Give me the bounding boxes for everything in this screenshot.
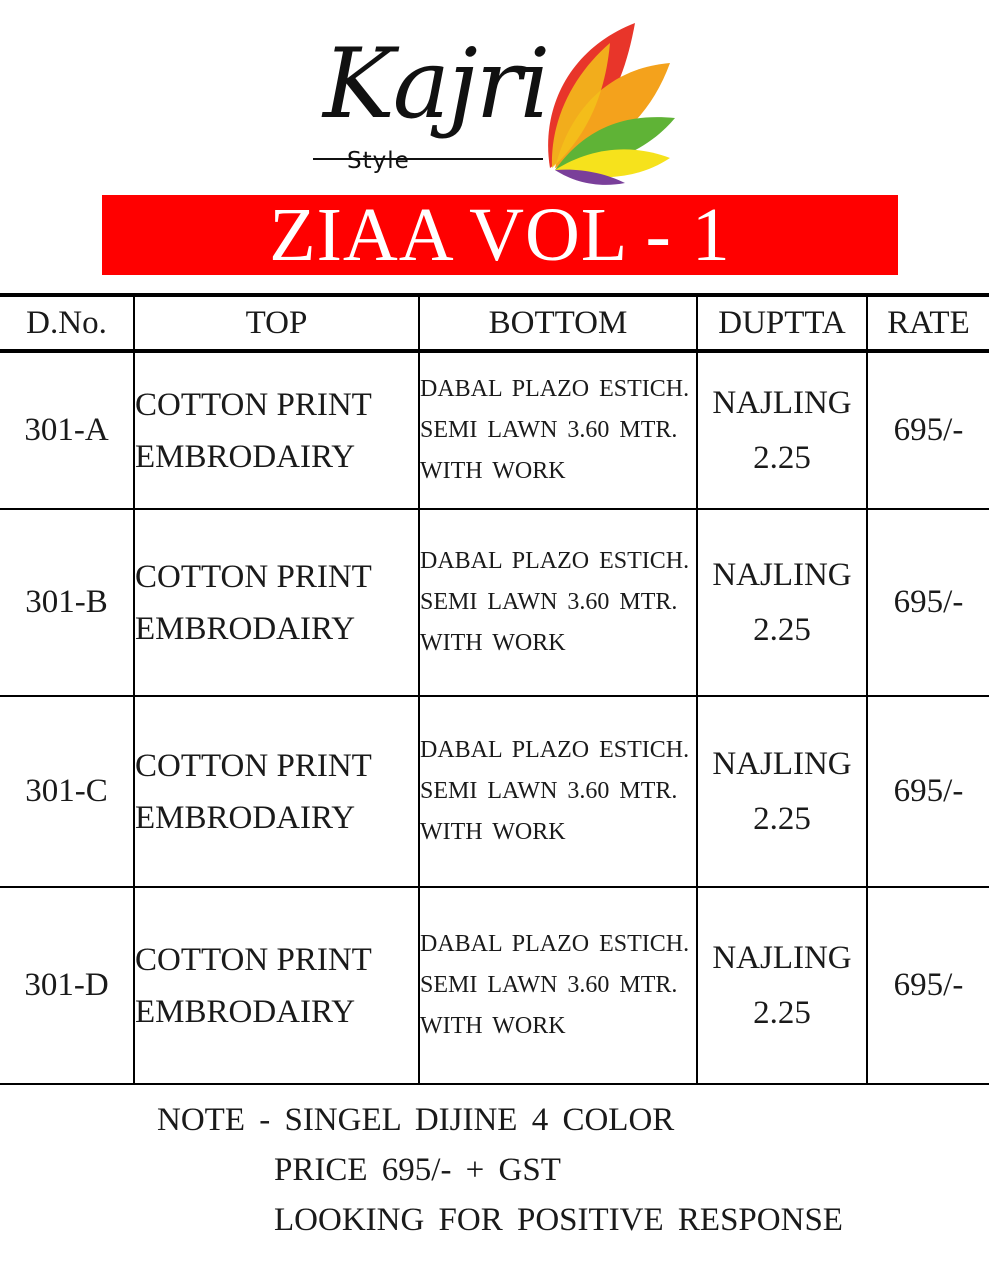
top-line: EMBRODAIRY [135, 799, 356, 836]
table-row [0, 696, 989, 887]
rate-table [0, 293, 989, 1085]
top-description [134, 887, 419, 1084]
bottom-line: DABAL PLAZO ESTICH. [420, 931, 690, 957]
rate-value: 695/- [867, 509, 989, 696]
title-banner: ZIAA VOL - 1 [102, 195, 898, 275]
top-description [134, 509, 419, 696]
bottom-line: DABAL PLAZO ESTICH. [420, 737, 690, 763]
bottom-description [419, 351, 697, 509]
bottom-line: WITH WORK [420, 1013, 566, 1039]
top-description [134, 696, 419, 887]
top-description [134, 351, 419, 509]
header-rate: RATE [867, 295, 989, 351]
duptta-line: NAJLING [712, 556, 852, 593]
leaf-petals-icon [530, 18, 675, 188]
header-duptta: DUPTTA [697, 295, 867, 351]
top-line: EMBRODAIRY [135, 438, 356, 475]
top-line: COTTON PRINT [135, 558, 372, 595]
table-row [0, 351, 989, 509]
bottom-line: WITH WORK [420, 819, 566, 845]
design-number: 301-A [0, 351, 134, 509]
table-header-row [0, 295, 989, 351]
duptta-line: 2.25 [753, 800, 811, 837]
top-line: EMBRODAIRY [135, 610, 356, 647]
duptta-description [697, 887, 867, 1084]
duptta-description [697, 509, 867, 696]
rate-value: 695/- [867, 887, 989, 1084]
brand-logo [295, 18, 675, 188]
top-line: EMBRODAIRY [135, 993, 356, 1030]
table-row [0, 887, 989, 1084]
design-number: 301-D [0, 887, 134, 1084]
top-line: COTTON PRINT [135, 941, 372, 978]
rate-value: 695/- [867, 696, 989, 887]
duptta-line: NAJLING [712, 384, 852, 421]
duptta-line: NAJLING [712, 745, 852, 782]
rate-value: 695/- [867, 351, 989, 509]
header-bottom: BOTTOM [419, 295, 697, 351]
bottom-line: WITH WORK [420, 630, 566, 656]
notes-block [157, 1095, 843, 1245]
duptta-line: NAJLING [712, 939, 852, 976]
bottom-description [419, 509, 697, 696]
duptta-line: 2.25 [753, 611, 811, 648]
design-number: 301-B [0, 509, 134, 696]
header-dno: D.No. [0, 295, 134, 351]
note-line: PRICE 695/- + GST [274, 1152, 561, 1188]
top-line: COTTON PRINT [135, 747, 372, 784]
top-line: COTTON PRINT [135, 386, 372, 423]
brand-tagline: Style [347, 148, 410, 174]
duptta-description [697, 351, 867, 509]
bottom-line: SEMI LAWN 3.60 MTR. [420, 778, 678, 804]
duptta-line: 2.25 [753, 994, 811, 1031]
header-top: TOP [134, 295, 419, 351]
brand-name: Kajri [323, 28, 549, 140]
note-line: LOOKING FOR POSITIVE RESPONSE [274, 1202, 843, 1238]
bottom-description [419, 887, 697, 1084]
bottom-description [419, 696, 697, 887]
table-row [0, 509, 989, 696]
duptta-description [697, 696, 867, 887]
note-line: NOTE - SINGEL DIJINE 4 COLOR [157, 1102, 675, 1138]
bottom-line: SEMI LAWN 3.60 MTR. [420, 972, 678, 998]
bottom-line: WITH WORK [420, 458, 566, 484]
design-number: 301-C [0, 696, 134, 887]
bottom-line: DABAL PLAZO ESTICH. [420, 376, 690, 402]
duptta-line: 2.25 [753, 439, 811, 476]
bottom-line: DABAL PLAZO ESTICH. [420, 548, 690, 574]
bottom-line: SEMI LAWN 3.60 MTR. [420, 589, 678, 615]
bottom-line: SEMI LAWN 3.60 MTR. [420, 417, 678, 443]
